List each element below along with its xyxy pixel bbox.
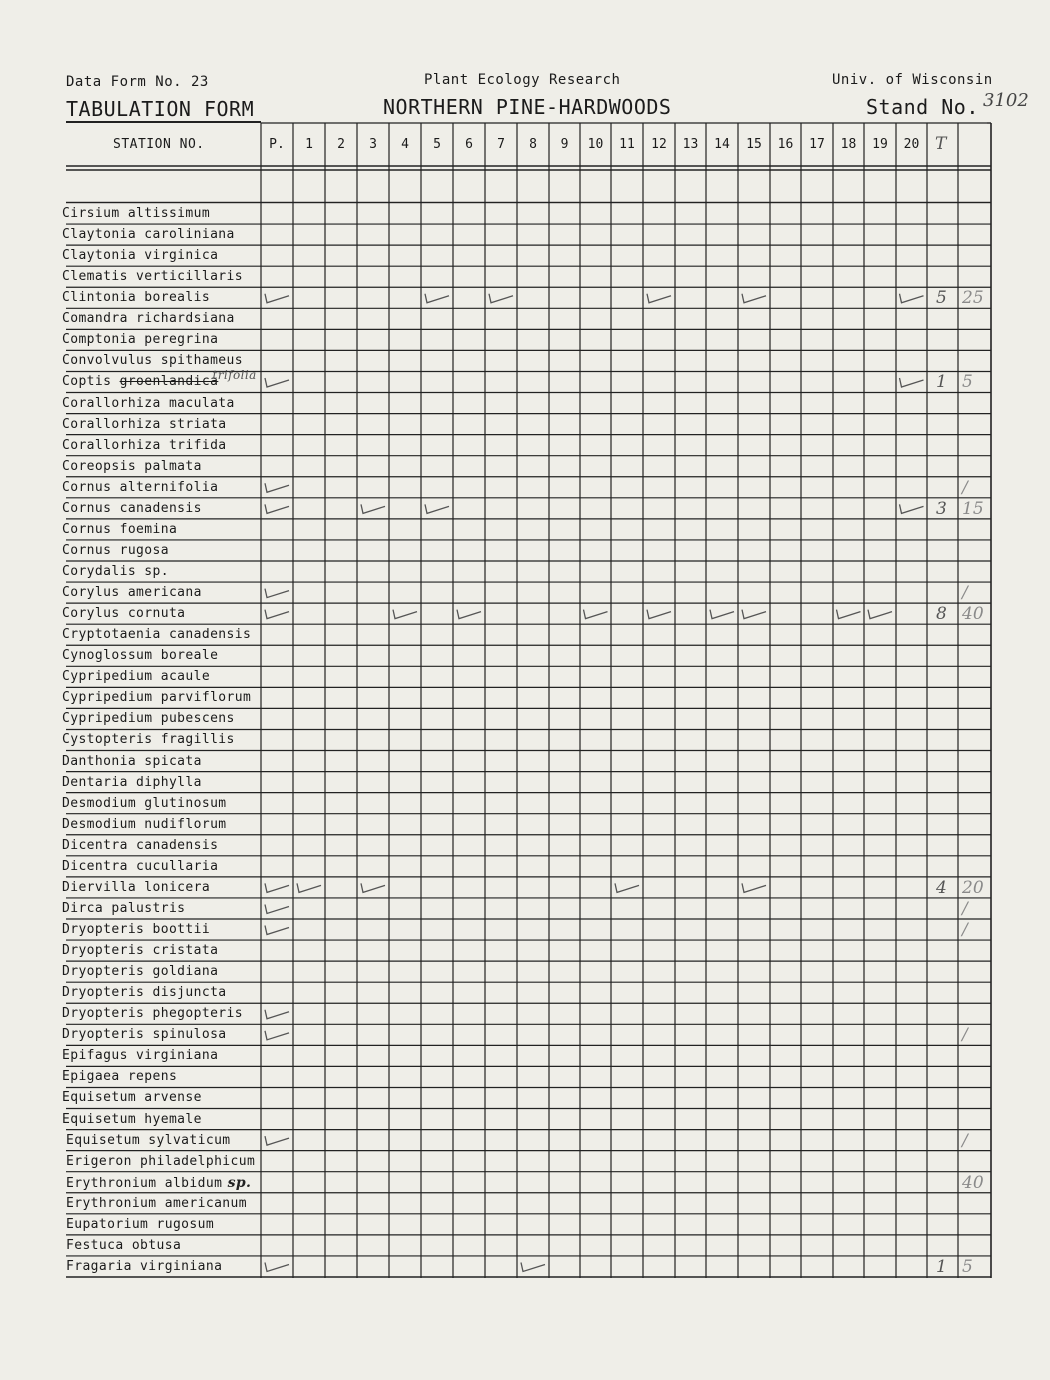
species-name (62, 1090, 202, 1105)
column-header-station: 15 (746, 137, 762, 152)
check-mark (489, 294, 513, 303)
species-name (62, 1027, 227, 1042)
species-name-text: Convolvulus spithameus (62, 353, 243, 369)
species-name (66, 1217, 214, 1232)
species-name (62, 732, 235, 747)
species-name (66, 1259, 222, 1274)
species-name (62, 606, 185, 621)
species-name (66, 1175, 251, 1191)
species-name (66, 1238, 181, 1253)
species-name (62, 627, 251, 642)
check-mark (615, 883, 639, 892)
check-mark (868, 610, 892, 619)
frequency-value: / (962, 1130, 968, 1151)
species-name-text: Erythronium albidum (66, 1175, 223, 1191)
column-header-station: 11 (619, 137, 635, 152)
check-mark (900, 378, 924, 387)
frequency-value: / (962, 477, 968, 498)
check-mark (265, 904, 289, 913)
frequency-value: / (962, 898, 968, 919)
species-name (66, 1133, 231, 1148)
column-header-station: 20 (903, 137, 920, 152)
species-name-text: Danthonia spicata (62, 753, 202, 769)
species-name (62, 1112, 202, 1127)
check-mark (265, 589, 289, 598)
check-mark (900, 294, 924, 303)
column-header-station: 16 (777, 137, 794, 152)
species-name (62, 1069, 177, 1084)
species-name-text: Festuca obtusa (66, 1237, 182, 1253)
column-header-station: 5 (433, 137, 441, 152)
column-header-station: 10 (587, 137, 604, 152)
species-name-text: Fragaria virginiana (66, 1258, 223, 1274)
check-mark (425, 504, 449, 513)
check-mark (425, 294, 449, 303)
species-name (62, 669, 210, 684)
column-header-station: 4 (401, 137, 409, 152)
check-mark (457, 610, 481, 619)
species-name (62, 522, 177, 537)
check-mark (265, 883, 289, 892)
check-mark (837, 610, 861, 619)
species-name-text: Coptis groenlandica (62, 374, 219, 390)
species-name (62, 775, 202, 790)
species-name (62, 796, 227, 811)
species-name (62, 332, 218, 347)
column-header-station: 13 (682, 137, 699, 152)
handwritten-note: trifolia (208, 368, 257, 383)
species-name (62, 353, 243, 368)
column-header-p: P. (269, 137, 285, 152)
species-name-text: Coreopsis palmata (62, 458, 202, 474)
species-name-text: Dryopteris goldiana (62, 964, 219, 980)
total-count: 5 (936, 288, 947, 309)
species-name-text: Cornus alternifolia (62, 479, 219, 495)
column-header-station: 1 (305, 137, 313, 152)
column-header-station: 18 (840, 137, 857, 152)
species-name-text: Diervilla lonicera (62, 879, 211, 895)
species-name-text: Equisetum hyemale (62, 1111, 202, 1127)
frequency-value: 40 (962, 1172, 984, 1193)
species-name (62, 564, 169, 579)
check-mark (265, 1262, 289, 1271)
species-name (62, 269, 243, 284)
species-name-text: Dryopteris disjuncta (62, 985, 227, 1001)
column-header-station: 19 (872, 137, 888, 152)
species-name (62, 838, 218, 853)
check-mark (742, 610, 766, 619)
species-name-text: Desmodium glutinosum (62, 795, 227, 811)
check-mark (265, 378, 289, 387)
university-label: Univ. of Wisconsin (832, 72, 993, 88)
check-mark (265, 1031, 289, 1040)
species-name-text: Dicentra cucullaria (62, 858, 219, 874)
species-name-text: Clintonia borealis (62, 290, 211, 306)
check-mark (742, 294, 766, 303)
species-name (62, 711, 235, 726)
species-name-text: Cornus canadensis (62, 500, 202, 516)
species-name-text: Cypripedium parviflorum (62, 690, 252, 706)
species-name-text: Epifagus virginiana (62, 1048, 219, 1064)
species-name-text: Dryopteris cristata (62, 943, 219, 959)
species-name (62, 248, 218, 263)
species-name (62, 985, 227, 1000)
check-mark (393, 610, 417, 619)
species-name (62, 817, 227, 832)
species-name-text: Cynoglossum boreale (62, 648, 219, 664)
total-count: 4 (936, 877, 947, 898)
total-count: 1 (936, 372, 947, 393)
frequency-value: 15 (962, 498, 984, 519)
species-name-text: Comandra richardsiana (62, 311, 235, 327)
species-name (62, 1048, 218, 1063)
stand-number: 3102 (983, 90, 1029, 111)
species-name-text: Eupatorium rugosum (66, 1216, 215, 1232)
frequency-value: 5 (962, 1256, 973, 1277)
species-name (62, 290, 210, 305)
check-mark (265, 504, 289, 513)
species-name-text: Comptonia peregrina (62, 332, 219, 348)
column-header-station: 7 (497, 137, 505, 152)
check-mark (265, 483, 289, 492)
species-name-text: Erythronium americanum (66, 1195, 247, 1211)
species-name (62, 227, 235, 242)
species-name (62, 501, 202, 516)
species-name (62, 480, 218, 495)
species-name-text: Cryptotaenia canadensis (62, 627, 252, 643)
species-name (62, 922, 210, 937)
species-name (62, 859, 218, 874)
check-mark (742, 883, 766, 892)
check-mark (265, 926, 289, 935)
species-name-text: Corallorhiza maculata (62, 395, 235, 411)
species-name-text: Corylus americana (62, 585, 202, 601)
column-header-total: T (935, 134, 947, 154)
column-header-station: 14 (714, 137, 730, 152)
species-name (66, 1196, 247, 1211)
check-mark (521, 1262, 545, 1271)
frequency-value: 20 (962, 877, 984, 898)
species-name-text: Dryopteris spinulosa (62, 1027, 227, 1043)
species-name-text: Dirca palustris (62, 900, 186, 916)
species-name-text: Cornus foemina (62, 521, 178, 537)
species-name (62, 543, 169, 558)
research-label: Plant Ecology Research (424, 72, 621, 88)
species-name-text: Equisetum sylvaticum (66, 1132, 231, 1148)
species-name (62, 585, 202, 600)
check-mark (710, 610, 734, 619)
table-title: NORTHERN PINE-HARDWOODS (383, 95, 672, 119)
species-name-text: Dicentra canadensis (62, 837, 219, 853)
check-mark (584, 610, 608, 619)
species-name-text: Cypripedium acaule (62, 669, 211, 685)
species-name (62, 438, 227, 453)
species-name (62, 206, 210, 221)
check-mark (361, 883, 385, 892)
frequency-value: 40 (962, 604, 984, 625)
stand-label: Stand No. (866, 95, 979, 119)
frequency-value: / (962, 583, 968, 604)
form-number: Data Form No. 23 (66, 74, 209, 90)
species-name (62, 311, 235, 326)
species-name (62, 964, 218, 979)
species-name (62, 417, 227, 432)
species-name (62, 368, 267, 390)
check-mark (361, 504, 385, 513)
species-name-text: Corallorhiza trifida (62, 437, 227, 453)
check-mark (297, 883, 321, 892)
species-name-text: Corydalis sp. (62, 564, 169, 579)
column-header-station: 2 (337, 137, 345, 152)
total-count: 8 (936, 604, 947, 625)
frequency-value: 5 (962, 372, 973, 393)
species-name-text: Equisetum arvense (62, 1090, 202, 1106)
station-no-label: STATION NO. (113, 137, 205, 152)
column-header-station: 3 (369, 137, 377, 152)
column-header-station: 12 (651, 137, 667, 152)
species-name (62, 880, 210, 895)
frequency-value: / (962, 1025, 968, 1046)
species-name-text: Clematis verticillaris (62, 269, 243, 285)
check-mark (265, 1010, 289, 1019)
frequency-value: 25 (962, 288, 984, 309)
column-header-station: 17 (809, 137, 825, 152)
species-name-text: Claytonia caroliniana (62, 227, 235, 243)
species-name-text: Cystopteris fragillis (62, 732, 235, 748)
species-name (62, 648, 218, 663)
check-mark (647, 294, 671, 303)
species-name-text: Epigaea repens (62, 1069, 178, 1085)
species-name-text: Cypripedium pubescens (62, 711, 235, 727)
column-header-station: 9 (560, 137, 569, 152)
total-count: 1 (936, 1256, 947, 1277)
check-mark (265, 610, 289, 619)
handwritten-note: sp. (222, 1174, 252, 1191)
total-count: 3 (936, 498, 947, 519)
species-name (62, 459, 202, 474)
species-name-text: Claytonia virginica (62, 248, 219, 264)
species-name-text: Cornus rugosa (62, 542, 169, 558)
species-name (62, 396, 235, 411)
column-header-station: 6 (465, 137, 473, 152)
check-mark (900, 504, 924, 513)
species-name (62, 754, 202, 769)
check-mark (647, 610, 671, 619)
species-name-text: Dryopteris boottii (62, 922, 211, 937)
species-name (62, 943, 218, 958)
check-mark (265, 294, 289, 303)
species-name (62, 1006, 243, 1021)
column-header-station: 8 (529, 137, 537, 152)
check-mark (265, 1136, 289, 1145)
form-title: TABULATION FORM (66, 97, 255, 121)
species-name-text: Corylus cornuta (62, 606, 186, 622)
species-name (62, 901, 185, 916)
species-name (62, 690, 251, 705)
species-name-text: Dentaria diphylla (62, 774, 202, 790)
frequency-value: / (962, 920, 968, 940)
struck-epithet: groenlandica (119, 374, 219, 390)
species-name-text: Corallorhiza striata (62, 416, 227, 432)
species-name-text: Erigeron philadelphicum (66, 1153, 256, 1169)
species-name (66, 1154, 255, 1169)
species-name-text: Desmodium nudiflorum (62, 816, 227, 832)
species-name-text: Dryopteris phegopteris (62, 1006, 243, 1022)
species-name-text: Cirsium altissimum (62, 206, 211, 221)
